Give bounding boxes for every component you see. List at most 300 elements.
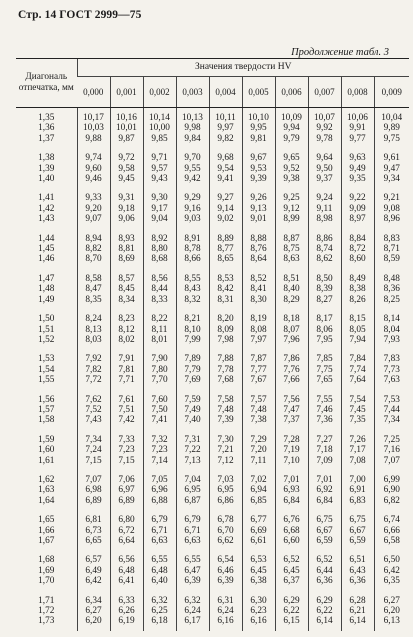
column-header: 0,001	[110, 77, 143, 108]
column-header: 0,004	[209, 77, 242, 108]
hardness-value: 9,87	[118, 133, 135, 144]
hardness-cell	[341, 148, 374, 188]
diagonal-value: 1,50	[38, 314, 55, 325]
hardness-value: 8,55	[184, 273, 201, 284]
hardness-cell	[110, 430, 143, 470]
hardness-value: 8,09	[217, 324, 234, 335]
column-header: 0,003	[176, 77, 209, 108]
hardness-value: 9,71	[151, 153, 168, 164]
hardness-value: 7,75	[316, 364, 333, 375]
hardness-cell	[275, 510, 308, 550]
hardness-value: 6,26	[118, 606, 135, 617]
hardness-value: 6,54	[217, 555, 234, 566]
hardness-value: 9,30	[151, 193, 168, 204]
hardness-value: 8,77	[217, 244, 234, 255]
hardness-value: 9,61	[383, 153, 400, 164]
hardness-cell	[275, 390, 308, 430]
hardness-value: 6,20	[383, 606, 400, 617]
hardness-cell	[110, 510, 143, 550]
hardness-value: 7,14	[151, 455, 168, 466]
hardness-value: 10,11	[215, 113, 236, 123]
hardness-value: 6,61	[250, 536, 267, 546]
hardness-value: 7,79	[184, 364, 201, 375]
hardness-value: 8,53	[217, 273, 234, 284]
hardness-value: 7,57	[250, 394, 267, 405]
hardness-cell	[143, 269, 176, 309]
hardness-value: 6,90	[383, 485, 400, 496]
hardness-cell	[176, 349, 209, 389]
hardness-value: 7,06	[118, 474, 135, 485]
hardness-cell	[110, 269, 143, 309]
hardness-value: 9,21	[383, 193, 400, 204]
hardness-value: 8,17	[316, 314, 333, 325]
hardness-value: 7,81	[118, 364, 135, 375]
hardness-value: 7,77	[250, 364, 267, 375]
hardness-value: 8,57	[118, 273, 135, 284]
hardness-value: 6,94	[250, 485, 267, 496]
hardness-cell	[275, 309, 308, 349]
hardness-value: 9,94	[283, 123, 300, 134]
hardness-value: 9,65	[283, 153, 300, 164]
hardness-value: 8,13	[85, 324, 102, 335]
hardness-value: 7,03	[217, 474, 234, 485]
hardness-cell	[275, 550, 308, 590]
hardness-value: 6,32	[151, 595, 168, 606]
hardness-value: 9,06	[118, 214, 135, 225]
hardness-value: 8,50	[316, 273, 333, 284]
hardness-value: 9,17	[151, 203, 168, 214]
hardness-value: 6,24	[184, 606, 201, 617]
hardness-value: 7,67	[250, 375, 267, 386]
hardness-cell	[308, 309, 341, 349]
hardness-value: 9,53	[250, 163, 267, 174]
hardness-cell	[242, 591, 275, 631]
hardness-cell	[341, 591, 374, 631]
hardness-cell	[143, 591, 176, 631]
hardness-cell	[374, 229, 409, 269]
hardness-value: 6,87	[184, 495, 201, 506]
hardness-cell	[374, 309, 409, 349]
hardness-value: 6,73	[85, 525, 102, 536]
hardness-value: 10,06	[347, 113, 368, 123]
hardness-cell	[341, 269, 374, 309]
hardness-cell	[176, 148, 209, 188]
hardness-value: 6,48	[118, 565, 135, 576]
hardness-value: 6,22	[283, 606, 300, 617]
hardness-cell	[110, 229, 143, 269]
hardness-value: 7,22	[184, 445, 201, 456]
hardness-value: 6,97	[118, 485, 135, 496]
hardness-value: 9,98	[184, 123, 201, 134]
hardness-value: 9,03	[184, 214, 201, 225]
hardness-value: 6,75	[349, 515, 366, 526]
hardness-value: 8,89	[217, 233, 234, 244]
hardness-cell	[275, 591, 308, 631]
hardness-value: 7,27	[316, 434, 333, 445]
hardness-cell	[242, 510, 275, 550]
diagonal-value: 1,40	[38, 174, 55, 185]
hardness-cell	[143, 188, 176, 228]
diagonal-value: 1,41	[38, 193, 55, 204]
hardness-value: 7,70	[151, 375, 168, 386]
column-header: 0,000	[77, 77, 110, 108]
hardness-value: 6,89	[85, 495, 102, 506]
hardness-cell	[143, 510, 176, 550]
hardness-value: 10,10	[248, 113, 269, 123]
hardness-value: 7,61	[118, 394, 135, 405]
hardness-cell	[77, 188, 110, 228]
hardness-value: 7,91	[118, 354, 135, 365]
hardness-value: 9,02	[217, 214, 234, 225]
hardness-value: 6,71	[184, 525, 201, 536]
hardness-value: 7,90	[151, 354, 168, 365]
hardness-value: 8,69	[118, 254, 135, 265]
hardness-value: 9,12	[283, 203, 300, 214]
hardness-cell	[77, 550, 110, 590]
hardness-value: 6,63	[184, 536, 201, 546]
hardness-cell	[110, 108, 143, 149]
hardness-cell	[143, 108, 176, 149]
hardness-value: 7,53	[383, 394, 400, 405]
hardness-value: 8,51	[283, 273, 300, 284]
hardness-value: 7,45	[349, 404, 366, 415]
hardness-value: 7,87	[250, 354, 267, 365]
hardness-value: 7,33	[118, 434, 135, 445]
table-row	[16, 470, 409, 510]
column-header: 0,002	[143, 77, 176, 108]
hardness-value: 6,67	[349, 525, 366, 536]
hardness-value: 8,48	[383, 273, 400, 284]
hardness-value: 10,04	[381, 113, 403, 123]
hardness-value: 8,43	[184, 284, 201, 295]
diagonal-value: 1,56	[38, 394, 55, 405]
hardness-value: 6,95	[217, 485, 234, 496]
hardness-value: 9,18	[118, 203, 135, 214]
hardness-cell	[143, 390, 176, 430]
hardness-cell	[110, 591, 143, 631]
hardness-cell	[341, 349, 374, 389]
diagonal-value: 1,39	[38, 163, 55, 174]
hardness-value: 9,60	[85, 163, 102, 174]
hardness-value: 10,14	[149, 113, 170, 123]
hardness-cell	[275, 269, 308, 309]
hardness-value: 6,13	[383, 616, 400, 627]
hardness-value: 8,98	[316, 214, 333, 225]
diagonal-value: 1,54	[38, 364, 55, 375]
hardness-value: 9,78	[316, 133, 333, 144]
hardness-cell	[374, 269, 409, 309]
hardness-value: 6,32	[184, 595, 201, 606]
hardness-cell	[341, 229, 374, 269]
hardness-value: 9,45	[118, 174, 135, 185]
hardness-value: 7,49	[184, 404, 201, 415]
diagonal-value: 1,66	[38, 525, 55, 536]
hardness-cell	[275, 470, 308, 510]
hardness-value: 7,11	[250, 455, 267, 466]
hardness-value: 6,16	[217, 616, 234, 627]
hardness-cell	[77, 470, 110, 510]
hardness-value: 6,44	[316, 565, 333, 576]
diagonal-value: 1,42	[38, 203, 55, 214]
diagonal-cell	[16, 390, 77, 430]
hardness-value: 8,29	[283, 294, 300, 305]
hardness-cell	[209, 229, 242, 269]
hardness-cell	[209, 188, 242, 228]
hardness-value: 8,08	[250, 324, 267, 335]
diagonal-value: 1,36	[38, 123, 55, 134]
hardness-value: 8,06	[316, 324, 333, 335]
hardness-value: 6,67	[316, 525, 333, 536]
hardness-cell	[308, 188, 341, 228]
table-row	[16, 269, 409, 309]
hardness-value: 7,74	[349, 364, 366, 375]
diagonal-cell	[16, 470, 77, 510]
hardness-value: 6,76	[283, 515, 300, 526]
hardness-value: 7,60	[151, 394, 168, 405]
hardness-value: 6,31	[217, 595, 234, 606]
hardness-cell	[77, 390, 110, 430]
hardness-cell	[209, 510, 242, 550]
hardness-cell	[275, 188, 308, 228]
hardness-cell	[209, 591, 242, 631]
hardness-value: 7,28	[283, 434, 300, 445]
hardness-value: 8,10	[184, 324, 201, 335]
hardness-cell	[341, 188, 374, 228]
hardness-cell	[308, 229, 341, 269]
hardness-value: 6,15	[283, 616, 300, 627]
hardness-cell	[374, 148, 409, 188]
hardness-value: 6,25	[151, 606, 168, 617]
hardness-value: 6,80	[118, 515, 135, 526]
diagonal-value: 1,43	[38, 214, 55, 225]
hardness-value: 8,86	[316, 233, 333, 244]
hardness-value: 6,59	[349, 536, 366, 546]
hardness-cell	[242, 550, 275, 590]
hardness-cell	[110, 390, 143, 430]
hardness-value: 10,07	[314, 113, 335, 123]
hardness-value: 8,94	[85, 233, 102, 244]
hardness-cell	[374, 108, 409, 149]
hardness-value: 8,07	[283, 324, 300, 335]
table-row	[16, 390, 409, 430]
hardness-value: 9,95	[250, 123, 267, 134]
hardness-cell	[110, 309, 143, 349]
row-header-cell: Диагональ отпечатка, мм	[16, 59, 77, 108]
hardness-cell	[110, 148, 143, 188]
hardness-cell	[275, 349, 308, 389]
hardness-value: 7,65	[316, 375, 333, 386]
hardness-value: 7,16	[383, 445, 400, 456]
hardness-value: 7,52	[85, 404, 102, 415]
hardness-value: 6,66	[383, 525, 400, 536]
hardness-cell	[341, 510, 374, 550]
hardness-cell	[308, 591, 341, 631]
hardness-cell	[143, 148, 176, 188]
diagonal-cell	[16, 591, 77, 631]
diagonal-value: 1,38	[38, 153, 55, 164]
hardness-value: 8,74	[316, 244, 333, 255]
hardness-value: 9,89	[383, 123, 400, 134]
hardness-value: 8,99	[283, 214, 300, 225]
hardness-value: 7,59	[184, 394, 201, 405]
hardness-value: 9,81	[250, 133, 267, 144]
hardness-value: 9,47	[383, 163, 400, 174]
hardness-value: 8,30	[250, 294, 267, 305]
hardness-cell	[77, 309, 110, 349]
diagonal-value: 1,62	[38, 474, 55, 485]
hardness-value: 7,56	[283, 394, 300, 405]
hardness-value: 6,70	[217, 525, 234, 536]
hardness-value: 9,91	[349, 123, 366, 134]
hardness-value: 6,16	[250, 616, 267, 627]
hardness-cell	[374, 349, 409, 389]
hardness-cell	[77, 269, 110, 309]
hardness-value: 7,83	[383, 354, 400, 365]
hardness-value: 9,34	[383, 174, 400, 185]
hardness-value: 9,25	[283, 193, 300, 204]
hardness-value: 7,94	[349, 334, 366, 345]
hardness-value: 7,99	[184, 334, 201, 345]
hardness-cell	[110, 470, 143, 510]
hardness-value: 6,81	[85, 515, 102, 526]
hardness-value: 7,96	[283, 334, 300, 345]
hardness-value: 8,52	[250, 273, 267, 284]
diagonal-value: 1,55	[38, 375, 55, 386]
hardness-value: 9,67	[250, 153, 267, 164]
hardness-value: 6,47	[184, 565, 201, 576]
hardness-value: 6,39	[217, 576, 234, 587]
hardness-value: 6,27	[85, 606, 102, 617]
hardness-value: 6,74	[383, 515, 400, 526]
hardness-cell	[209, 309, 242, 349]
hardness-value: 8,34	[118, 294, 135, 305]
hardness-value: 9,70	[184, 153, 201, 164]
hardness-value: 9,38	[283, 174, 300, 185]
hardness-cell	[176, 470, 209, 510]
hardness-value: 9,29	[184, 193, 201, 204]
hardness-cell	[242, 188, 275, 228]
hardness-value: 6,55	[184, 555, 201, 566]
hardness-value: 7,50	[151, 404, 168, 415]
hardness-value: 9,57	[151, 163, 168, 174]
hardness-value: 6,83	[349, 495, 366, 506]
hardness-value: 7,40	[184, 415, 201, 426]
hardness-value: 8,64	[250, 254, 267, 265]
hardness-cell	[143, 349, 176, 389]
hardness-value: 8,39	[316, 284, 333, 295]
diagonal-value: 1,63	[38, 485, 55, 496]
hardness-value: 6,84	[316, 495, 333, 506]
hardness-value: 9,77	[349, 133, 366, 144]
diagonal-cell	[16, 430, 77, 470]
hardness-value: 7,29	[250, 434, 267, 445]
hardness-value: 8,45	[118, 284, 135, 295]
hardness-value: 9,82	[217, 133, 234, 144]
hardness-cell	[242, 470, 275, 510]
column-header: 0,005	[242, 77, 275, 108]
hardness-value: 9,88	[85, 133, 102, 144]
hardness-value: 8,56	[151, 273, 168, 284]
hardness-cell	[308, 470, 341, 510]
hardness-value: 8,62	[316, 254, 333, 265]
hardness-value: 7,25	[383, 434, 400, 445]
diagonal-value: 1,49	[38, 294, 55, 305]
hardness-value: 6,43	[349, 565, 366, 576]
hardness-value: 7,55	[316, 394, 333, 405]
diagonal-cell	[16, 188, 77, 228]
hardness-cell	[242, 309, 275, 349]
hardness-value: 8,42	[217, 284, 234, 295]
hardness-value: 9,26	[250, 193, 267, 204]
hardness-value: 9,50	[316, 163, 333, 174]
hardness-value: 9,85	[151, 133, 168, 144]
hardness-cell	[77, 349, 110, 389]
hardness-value: 7,68	[217, 375, 234, 386]
hardness-value: 7,86	[283, 354, 300, 365]
hardness-value: 8,47	[85, 284, 102, 295]
hardness-cell	[374, 510, 409, 550]
hardness-value: 7,98	[217, 334, 234, 345]
hardness-value: 9,11	[316, 203, 333, 214]
hardness-value: 10,09	[281, 113, 302, 123]
hardness-value: 9,74	[85, 153, 102, 164]
hardness-value: 9,92	[316, 123, 333, 134]
hardness-cell	[242, 108, 275, 149]
hardness-cell	[341, 470, 374, 510]
diagonal-value: 1,53	[38, 354, 55, 365]
hardness-table	[16, 58, 409, 631]
hardness-value: 6,75	[316, 515, 333, 526]
hardness-value: 8,14	[383, 314, 400, 325]
hardness-value: 9,68	[217, 153, 234, 164]
hardness-value: 8,78	[184, 244, 201, 255]
hardness-value: 6,22	[316, 606, 333, 617]
hardness-value: 6,33	[118, 595, 135, 606]
hardness-value: 8,60	[349, 254, 366, 265]
hardness-cell	[341, 108, 374, 149]
hardness-value: 7,21	[217, 445, 234, 456]
column-header: 0,007	[308, 77, 341, 108]
hardness-value: 10,01	[116, 123, 137, 134]
hardness-value: 7,38	[250, 415, 267, 426]
hardness-cell	[242, 430, 275, 470]
hardness-value: 6,95	[184, 485, 201, 496]
hardness-cell	[275, 430, 308, 470]
hardness-cell	[308, 269, 341, 309]
hardness-value: 8,66	[184, 254, 201, 265]
hardness-cell	[176, 269, 209, 309]
hardness-value: 8,25	[383, 294, 400, 305]
hardness-value: 10,00	[149, 123, 170, 134]
hardness-cell	[209, 148, 242, 188]
hardness-cell	[110, 188, 143, 228]
hardness-value: 6,56	[118, 555, 135, 566]
table-row	[16, 309, 409, 349]
hardness-cell	[308, 108, 341, 149]
hardness-value: 6,35	[383, 576, 400, 587]
hardness-cell	[176, 229, 209, 269]
hardness-cell	[77, 591, 110, 631]
hardness-value: 7,20	[250, 445, 267, 456]
hardness-value: 6,21	[349, 606, 366, 617]
page-header: Стр. 14 ГОСТ 2999—75	[18, 9, 142, 21]
hardness-value: 7,88	[217, 354, 234, 365]
hardness-value: 6,96	[151, 485, 168, 496]
table-row	[16, 229, 409, 269]
hardness-value: 8,31	[217, 294, 234, 305]
hardness-value: 6,58	[383, 536, 400, 546]
hardness-value: 8,82	[85, 244, 102, 255]
